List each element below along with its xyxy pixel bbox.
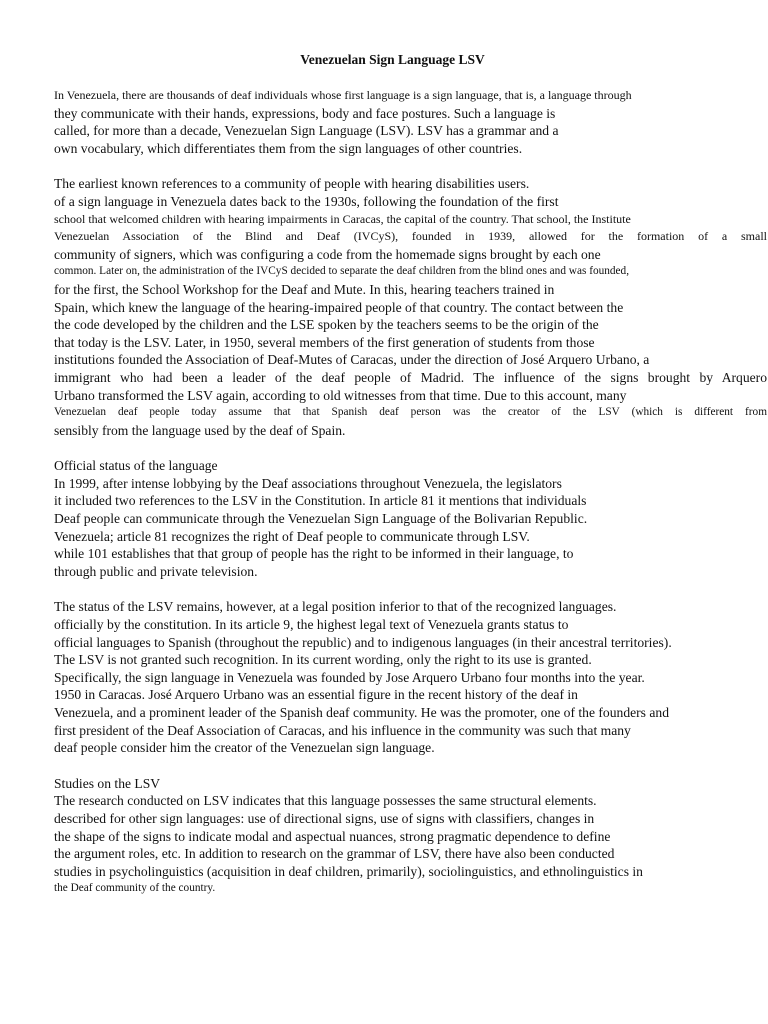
text-line: the argument roles, etc. In addition to research on the grammar of LSV, there have also been conducted (54, 846, 615, 862)
text-line: studies in psycholinguistics (acquisition in deaf children, primarily), sociolinguistics, and ethnolinguistics in (54, 863, 643, 879)
document-title: Venezuelan Sign Language LSV (300, 52, 485, 67)
paragraph-history (54, 175, 767, 439)
text-line: while 101 establishes that that group of people has the right to be informed in their language, to (54, 546, 574, 562)
text-line: that today is the LSV. Later, in 1950, several members of the first generation of students from those (54, 334, 595, 350)
text-line: for the first, the School Workshop for the Deaf and Mute. In this, hearing teachers trained in (54, 281, 555, 297)
text-line: In 1999, after intense lobbying by the Deaf associations throughout Venezuela, the legislators (54, 475, 562, 491)
text-line: Specifically, the sign language in Venezuela was founded by Jose Arquero Urbano four months into the year. (54, 669, 645, 685)
document-page (54, 52, 767, 916)
text-line: Venezuelan deaf people today assume that that Spanish deaf person was the creator of the LSV (which is different from (54, 406, 767, 419)
text-line: Venezuela, and a prominent leader of the Spanish deaf community. He was the promoter, one of the founders and (54, 705, 669, 720)
text-line: official languages to Spanish (throughout the republic) and to indigenous languages (in their ancestral territories). (54, 634, 672, 650)
text-line: immigrant who had been a leader of the deaf people of Madrid. The influence of the signs brought by Arquero (54, 369, 767, 385)
paragraph-intro (54, 87, 767, 157)
paragraph-status (54, 598, 767, 756)
text-line: The status of the LSV remains, however, at a legal position inferior to that of the recognized languages. (54, 599, 617, 615)
text-line: Spain, which knew the language of the hearing-impaired people of that country. The contact between the (54, 299, 624, 315)
text-line: officially by the constitution. In its article 9, the highest legal text of Venezuela grants status to (54, 617, 569, 633)
text-line: common. Later on, the administration of the IVCyS decided to separate the deaf children from the blind ones and was founded, (54, 265, 630, 278)
text-line: the code developed by the children and the LSE spoken by the teachers seems to be the origin of the (54, 317, 599, 333)
document-body (54, 87, 767, 898)
text-line: school that welcomed children with hearing impairments in Caracas, the capital of the country. That school, the Institute (54, 211, 631, 226)
text-line: described for other sign languages: use of directional signs, use of signs with classifiers, changes in (54, 810, 595, 826)
text-line: own vocabulary, which differentiates them from the sign languages of other countries. (54, 140, 523, 156)
section-heading: Studies on the LSV (54, 775, 161, 791)
text-line: institutions founded the Association of Deaf-Mutes of Caracas, under the direction of José Arquero Urbano, a (54, 352, 650, 368)
text-line: sensibly from the language used by the deaf of Spain. (54, 422, 346, 438)
text-line: The earliest known references to a community of people with hearing disabilities users. (54, 176, 530, 192)
text-line: The research conducted on LSV indicates that this language possesses the same structural elements. (54, 793, 597, 809)
text-line: the Deaf community of the country. (54, 882, 216, 895)
text-line: they communicate with their hands, expressions, body and face postures. Such a language is (54, 105, 556, 121)
text-line: 1950 in Caracas. José Arquero Urbano was an essential figure in the recent history of the deaf in (54, 687, 578, 703)
text-line: In Venezuela, there are thousands of deaf individuals whose first language is a sign language, that is, a language through (54, 88, 632, 102)
text-line: deaf people consider him the creator of the Venezuelan sign language. (54, 740, 435, 756)
text-line: called, for more than a decade, Venezuelan Sign Language (LSV). LSV has a grammar and a (54, 123, 559, 139)
text-line: it included two references to the LSV in the Constitution. In article 81 it mentions that individuals (54, 493, 587, 509)
text-line: through public and private television. (54, 563, 258, 579)
paragraph-studies (54, 775, 767, 898)
text-line: first president of the Deaf Association of Caracas, and his influence in the community was such that many (54, 722, 631, 738)
text-line: Venezuelan Association of the Blind and Deaf (IVCyS), founded in 1939, allowed for the formation of a small (54, 229, 767, 244)
text-line: Deaf people can communicate through the Venezuelan Sign Language of the Bolivarian Republic. (54, 511, 588, 527)
text-line: the shape of the signs to indicate modal and aspectual nuances, strong pragmatic dependence to define (54, 828, 611, 844)
text-line: The LSV is not granted such recognition. In its current wording, only the right to its use is granted. (54, 652, 592, 668)
text-line: Urbano transformed the LSV again, according to old witnesses from that time. Due to this account, many (54, 387, 627, 403)
text-line: Venezuela; article 81 recognizes the right of Deaf people to communicate through LSV. (54, 528, 530, 544)
section-heading: Official status of the language (54, 458, 218, 474)
text-line: community of signers, which was configuring a code from the homemade signs brought by each one (54, 246, 601, 262)
text-line: of a sign language in Venezuela dates back to the 1930s, following the foundation of the first (54, 193, 559, 209)
paragraph-official (54, 457, 767, 580)
